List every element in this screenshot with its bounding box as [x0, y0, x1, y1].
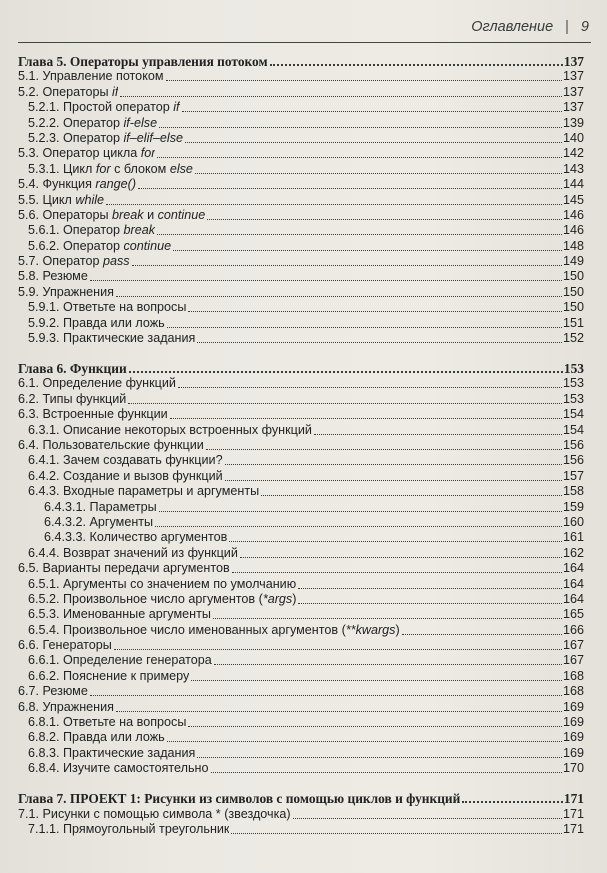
dot-leader: [90, 695, 562, 696]
toc-page-number: 140: [562, 130, 584, 145]
toc-entry-label: 6.8.3. Практические задания: [28, 745, 196, 760]
dot-leader: [402, 634, 562, 635]
table-of-contents: [18, 52, 584, 837]
toc-entry-label: [18, 407, 168, 422]
toc-entry-label: 6.8.2. Правда или ложь: [28, 730, 165, 745]
toc-entry[interactable]: [18, 484, 584, 499]
toc-entry[interactable]: [18, 761, 584, 776]
toc-entry-label: [28, 822, 229, 837]
toc-entry[interactable]: [18, 622, 584, 637]
toc-entry-label: [28, 331, 195, 346]
toc-entry-label: 5.9.2. Правда или ложь: [28, 315, 165, 330]
dot-leader: [120, 96, 562, 97]
toc-page-number: 161: [562, 530, 584, 545]
dot-leader: [207, 219, 562, 220]
dot-leader: [213, 618, 562, 619]
toc-entry[interactable]: [18, 177, 584, 192]
toc-entry-label: 7.1. Рисунки с помощью символа * (звездочка): [18, 806, 291, 821]
toc-entry[interactable]: [18, 208, 584, 223]
chapter-gap: [18, 776, 584, 789]
toc-entry[interactable]: [18, 499, 584, 514]
toc-entry[interactable]: [18, 407, 584, 422]
toc-entry-label: 5.6. Операторы: [18, 207, 109, 222]
toc-entry-label: [18, 791, 460, 806]
toc-entry-label: Глава 6. Функции: [18, 361, 127, 377]
dot-leader: [211, 772, 562, 773]
toc-entry[interactable]: [18, 284, 584, 299]
toc-entry-italic: break: [112, 207, 144, 222]
toc-entry-label: [28, 116, 157, 131]
toc-entry-label: 6.4.4. Возврат значений из функций: [28, 545, 238, 560]
toc-entry-italic: break: [123, 223, 156, 238]
toc-entry-label: [28, 730, 165, 745]
toc-entry-suffix: ): [395, 622, 400, 637]
toc-entry-label: [18, 392, 126, 407]
toc-entry-label: [28, 300, 186, 315]
toc-page-number: 150: [562, 284, 584, 299]
toc-entry-label: [28, 546, 238, 561]
toc-entry-label: [18, 684, 88, 699]
toc-entry[interactable]: [18, 223, 584, 238]
toc-entry[interactable]: [18, 530, 584, 545]
toc-entry-label: 6.6.1. Определение генератора: [28, 653, 212, 668]
toc-page-number: 164: [562, 576, 584, 591]
toc-entry-italic: continue: [123, 238, 172, 253]
dot-leader: [298, 588, 562, 589]
toc-entry-label: [28, 653, 212, 668]
toc-entry-italic: if: [173, 100, 180, 115]
toc-entry-label: [18, 146, 155, 161]
toc-page-number: 137: [562, 100, 584, 115]
toc-entry-label: 5.6.1. Оператор: [28, 223, 120, 238]
toc-entry-label: 5.5. Цикл: [18, 192, 72, 207]
toc-page-number: 137: [562, 69, 584, 84]
toc-entry-label: [18, 638, 112, 653]
toc-entry-label: [28, 453, 223, 468]
toc-entry-label: 6.5. Варианты передачи аргументов: [18, 561, 230, 576]
toc-entry-suffix: ): [292, 591, 297, 606]
toc-entry-label: 6.4.3.2. Аргументы: [44, 514, 154, 529]
toc-entry-label: 6.1. Определение функций: [18, 376, 176, 391]
toc-entry-label: 5.9. Упражнения: [18, 284, 114, 299]
dot-leader: [293, 818, 562, 819]
toc-entry-label: [28, 100, 180, 115]
toc-entry[interactable]: [18, 161, 584, 176]
toc-entry-label: Глава 5. Операторы управления потоком: [18, 54, 268, 69]
toc-entry-label: [44, 515, 153, 530]
toc-entry[interactable]: [18, 453, 584, 468]
toc-entry-italic: if-else: [123, 115, 158, 130]
dot-leader: [188, 726, 562, 727]
toc-page-number: 160: [562, 514, 584, 529]
toc-entry-label: [18, 269, 88, 284]
dot-leader: [182, 111, 562, 112]
toc-entry-label: 6.6. Генераторы: [18, 638, 112, 653]
toc-page-number: 137: [563, 54, 584, 69]
toc-entry-label: 6.4.3. Входные параметры и аргументы: [28, 484, 260, 499]
toc-entry[interactable]: [18, 715, 584, 730]
dot-leader: [225, 480, 562, 481]
running-header: [0, 14, 589, 40]
dot-leader: [155, 526, 562, 527]
toc-entry-label: 6.3. Встроенные функции: [18, 407, 168, 422]
toc-entry-italic: if: [112, 84, 119, 99]
toc-entry[interactable]: [18, 300, 584, 315]
toc-page-number: 164: [562, 561, 584, 576]
toc-entry[interactable]: [18, 146, 584, 161]
toc-page-number: 154: [562, 422, 584, 437]
dot-leader: [167, 741, 562, 742]
dot-leader: [191, 680, 562, 681]
toc-page-number: 169: [562, 699, 584, 714]
dot-leader: [270, 64, 563, 66]
toc-entry[interactable]: [18, 745, 584, 760]
dot-leader: [462, 801, 563, 803]
dot-leader: [166, 80, 562, 81]
toc-page-number: 169: [562, 730, 584, 745]
toc-entry-label: 5.2.2. Оператор: [28, 115, 120, 130]
toc-page-number: 159: [562, 499, 584, 514]
toc-page-number: 168: [562, 668, 584, 683]
dot-leader: [229, 541, 562, 542]
toc-page-number: 137: [562, 84, 584, 99]
toc-entry-label: 6.4.1. Зачем создавать функции?: [28, 453, 223, 468]
toc-entry[interactable]: [18, 376, 584, 391]
toc-entry-label: [18, 254, 130, 269]
toc-entry[interactable]: [18, 822, 584, 837]
toc-entry-italic: for: [140, 146, 156, 161]
toc-page-number: 146: [562, 207, 584, 222]
toc-page-number: 164: [562, 591, 584, 606]
toc-entry-label: [18, 177, 136, 192]
dot-leader: [197, 342, 562, 343]
toc-entry-label: [18, 438, 204, 453]
toc-entry[interactable]: [18, 391, 584, 406]
header-page-number: 9: [580, 19, 589, 35]
toc-entry-label: [28, 484, 259, 499]
toc-entry-label: [18, 561, 230, 576]
toc-entry[interactable]: [18, 515, 584, 530]
toc-page-number: 167: [562, 653, 584, 668]
toc-entry-label: [28, 761, 209, 776]
toc-entry-suffix: с блоком: [114, 161, 167, 176]
toc-entry-label: 6.5.1. Аргументы со значением по умолчанию: [28, 576, 297, 591]
toc-page-number: 168: [562, 684, 584, 699]
toc-page-number: 156: [562, 437, 584, 452]
toc-entry-label: [28, 623, 400, 638]
toc-entry[interactable]: [18, 592, 584, 607]
toc-page-number: 171: [563, 791, 584, 807]
toc-entry[interactable]: [18, 100, 584, 115]
dot-leader: [240, 557, 562, 558]
toc-entry[interactable]: [18, 131, 584, 146]
toc-page-number: 144: [562, 177, 584, 192]
dot-leader: [157, 157, 562, 158]
toc-page-number: 145: [562, 192, 584, 207]
toc-entry-label: [28, 423, 312, 438]
dot-leader: [129, 371, 563, 373]
toc-entry[interactable]: [18, 468, 584, 483]
toc-page-number: 162: [562, 545, 584, 560]
dot-leader: [170, 418, 562, 419]
toc-entry-label: 5.9.1. Ответьте на вопросы: [28, 300, 187, 315]
dot-leader: [195, 173, 562, 174]
toc-entry-label: 5.8. Резюме: [18, 269, 88, 284]
toc-entry-label: 6.4.2. Создание и вызов функций: [28, 468, 223, 483]
dot-leader: [116, 296, 562, 297]
dot-leader: [188, 311, 562, 312]
toc-entry[interactable]: [18, 422, 584, 437]
toc-page-number: 167: [562, 638, 584, 653]
dot-leader: [90, 280, 562, 281]
toc-entry-label: [28, 746, 195, 761]
toc-entry-label: 5.7. Оператор: [18, 254, 100, 269]
dot-leader: [138, 188, 562, 189]
toc-entry-label: [28, 316, 165, 331]
dot-leader: [261, 495, 562, 496]
toc-page-number: 156: [562, 453, 584, 468]
toc-page-number: 157: [562, 468, 584, 483]
toc-page-number: 149: [562, 254, 584, 269]
toc-entry-label: [28, 223, 155, 238]
header-separator: |: [565, 19, 569, 35]
header-rule: [18, 42, 591, 43]
dot-leader: [167, 327, 562, 328]
toc-entry-label: 6.4.3.3. Количество аргументов: [44, 530, 228, 545]
toc-entry-italic: range(): [95, 177, 137, 192]
toc-entry-label: 5.2. Операторы: [18, 84, 109, 99]
dot-leader: [132, 265, 562, 266]
toc-entry-label: [18, 69, 164, 84]
toc-entry-label: 6.4.3.1. Параметры: [44, 499, 157, 514]
toc-entry-italic: *args: [262, 591, 293, 606]
dot-leader: [116, 711, 562, 712]
dot-leader: [298, 603, 562, 604]
dot-leader: [185, 142, 562, 143]
dot-leader: [225, 464, 562, 465]
toc-entry-label: 5.2.1. Простой оператор: [28, 100, 170, 115]
toc-chapter-entry[interactable]: [18, 359, 584, 376]
toc-entry-label: 7.1.1. Прямоугольный треугольник: [28, 821, 230, 836]
toc-page-number: 152: [562, 331, 584, 346]
toc-page-number: 154: [562, 407, 584, 422]
dot-leader: [178, 387, 562, 388]
toc-entry-label: [18, 85, 118, 100]
toc-page-number: 142: [562, 146, 584, 161]
toc-entry-label: [18, 193, 104, 208]
toc-page-number: 170: [562, 761, 584, 776]
dot-leader: [231, 833, 562, 834]
toc-entry[interactable]: [18, 684, 584, 699]
toc-entry-label: 5.1. Управление потоком: [18, 69, 164, 84]
toc-chapter-entry[interactable]: [18, 789, 584, 806]
toc-entry-label: 5.9.3. Практические задания: [28, 331, 196, 346]
toc-page-number: 150: [562, 269, 584, 284]
toc-entry-label: 5.3.1. Цикл: [28, 161, 93, 176]
toc-entry[interactable]: [18, 607, 584, 622]
toc-page-number: 169: [562, 715, 584, 730]
toc-entry-label: [18, 807, 291, 822]
toc-entry-label: 6.5.2. Произвольное число аргументов (: [28, 591, 263, 606]
dot-leader: [173, 250, 562, 251]
toc-page-number: 153: [563, 361, 584, 377]
toc-entry-italic2: continue: [157, 207, 206, 222]
toc-entry-label: 6.8.4. Изучите самостоятельно: [28, 761, 209, 776]
toc-entry[interactable]: [18, 254, 584, 269]
toc-entry[interactable]: [18, 69, 584, 84]
toc-entry-label: [44, 530, 227, 545]
toc-entry[interactable]: [18, 638, 584, 653]
toc-entry-label: [18, 285, 114, 300]
dot-leader: [314, 434, 562, 435]
toc-entry-label: 6.8. Упражнения: [18, 699, 114, 714]
toc-page-number: 171: [562, 806, 584, 821]
toc-page-number: 158: [562, 484, 584, 499]
toc-entry-label: [28, 239, 171, 254]
dot-leader: [106, 204, 562, 205]
toc-entry[interactable]: [18, 238, 584, 253]
toc-entry-label: 5.3. Оператор цикла: [18, 146, 138, 161]
dot-leader: [128, 403, 562, 404]
dot-leader: [157, 234, 562, 235]
toc-entry[interactable]: [18, 668, 584, 683]
toc-page-number: 150: [562, 300, 584, 315]
toc-entry[interactable]: [18, 269, 584, 284]
toc-entry-italic: for: [95, 161, 111, 176]
dot-leader: [114, 649, 562, 650]
toc-entry-label: [28, 592, 296, 607]
dot-leader: [232, 572, 562, 573]
toc-entry-label: [28, 715, 186, 730]
toc-entry[interactable]: [18, 115, 584, 130]
toc-entry-label: Глава 7. ПРОЕКТ 1: Рисунки из символов с помощью циклов и функций: [18, 791, 461, 807]
dot-leader: [159, 127, 562, 128]
toc-entry-italic: if–elif–else: [123, 130, 184, 145]
toc-entry[interactable]: [18, 315, 584, 330]
toc-page-number: 165: [562, 607, 584, 622]
toc-entry-label: 6.6.2. Пояснение к примеру: [28, 668, 190, 683]
toc-entry[interactable]: [18, 576, 584, 591]
toc-entry-label: [28, 469, 223, 484]
toc-entry-label: [18, 700, 114, 715]
toc-entry[interactable]: [18, 653, 584, 668]
toc-entry-label: 5.6.2. Оператор: [28, 238, 120, 253]
toc-entry-label: 6.7. Резюме: [18, 684, 88, 699]
toc-entry-label: 6.4. Пользовательские функции: [18, 437, 204, 452]
toc-page-number: 143: [562, 161, 584, 176]
toc-entry-label: [28, 162, 193, 177]
toc-entry-label: [28, 577, 296, 592]
toc-entry[interactable]: [18, 84, 584, 99]
toc-page-number: 139: [562, 115, 584, 130]
toc-entry[interactable]: [18, 545, 584, 560]
toc-entry-label: [28, 669, 189, 684]
toc-entry-label: 5.4. Функция: [18, 177, 92, 192]
toc-entry-label: 6.2. Типы функций: [18, 391, 127, 406]
toc-entry-italic: **kwargs: [345, 622, 396, 637]
toc-page-number: 153: [562, 376, 584, 391]
toc-entry-label: [28, 607, 211, 622]
toc-entry-label: [28, 131, 183, 146]
toc-entry[interactable]: [18, 561, 584, 576]
toc-entry[interactable]: [18, 806, 584, 821]
dot-leader: [159, 511, 562, 512]
toc-entry[interactable]: [18, 699, 584, 714]
toc-page-number: 148: [562, 238, 584, 253]
toc-page-number: 151: [562, 315, 584, 330]
toc-entry[interactable]: [18, 331, 584, 346]
toc-entry-italic2: else: [169, 161, 193, 176]
toc-entry-label: 6.5.3. Именованные аргументы: [28, 607, 211, 622]
toc-page-number: 171: [562, 821, 584, 836]
toc-page-number: 146: [562, 223, 584, 238]
toc-entry-label: [18, 376, 176, 391]
toc-entry-label: 6.8.1. Ответьте на вопросы: [28, 715, 187, 730]
toc-entry-label: [18, 54, 268, 69]
toc-entry[interactable]: [18, 438, 584, 453]
toc-entry-label: 5.2.3. Оператор: [28, 130, 120, 145]
chapter-gap: [18, 346, 584, 359]
toc-page-number: 166: [562, 622, 584, 637]
toc-entry-label: [18, 361, 127, 376]
dot-leader: [197, 757, 562, 758]
toc-entry[interactable]: [18, 730, 584, 745]
dot-leader: [206, 449, 562, 450]
toc-chapter-entry[interactable]: [18, 52, 584, 69]
toc-entry-italic: while: [75, 192, 105, 207]
toc-page-number: 169: [562, 745, 584, 760]
toc-page-number: 153: [562, 391, 584, 406]
toc-entry[interactable]: [18, 192, 584, 207]
toc-entry-label: [44, 500, 157, 515]
header-section-title: Оглавление: [471, 19, 554, 35]
toc-entry-italic: pass: [103, 254, 130, 269]
toc-entry-label: 6.3.1. Описание некоторых встроенных функций: [28, 422, 312, 437]
dot-leader: [214, 664, 562, 665]
toc-entry-label: [18, 208, 205, 223]
toc-entry-label: 6.5.4. Произвольное число именованных аргументов (: [28, 622, 346, 637]
toc-entry-suffix: и: [147, 207, 155, 222]
